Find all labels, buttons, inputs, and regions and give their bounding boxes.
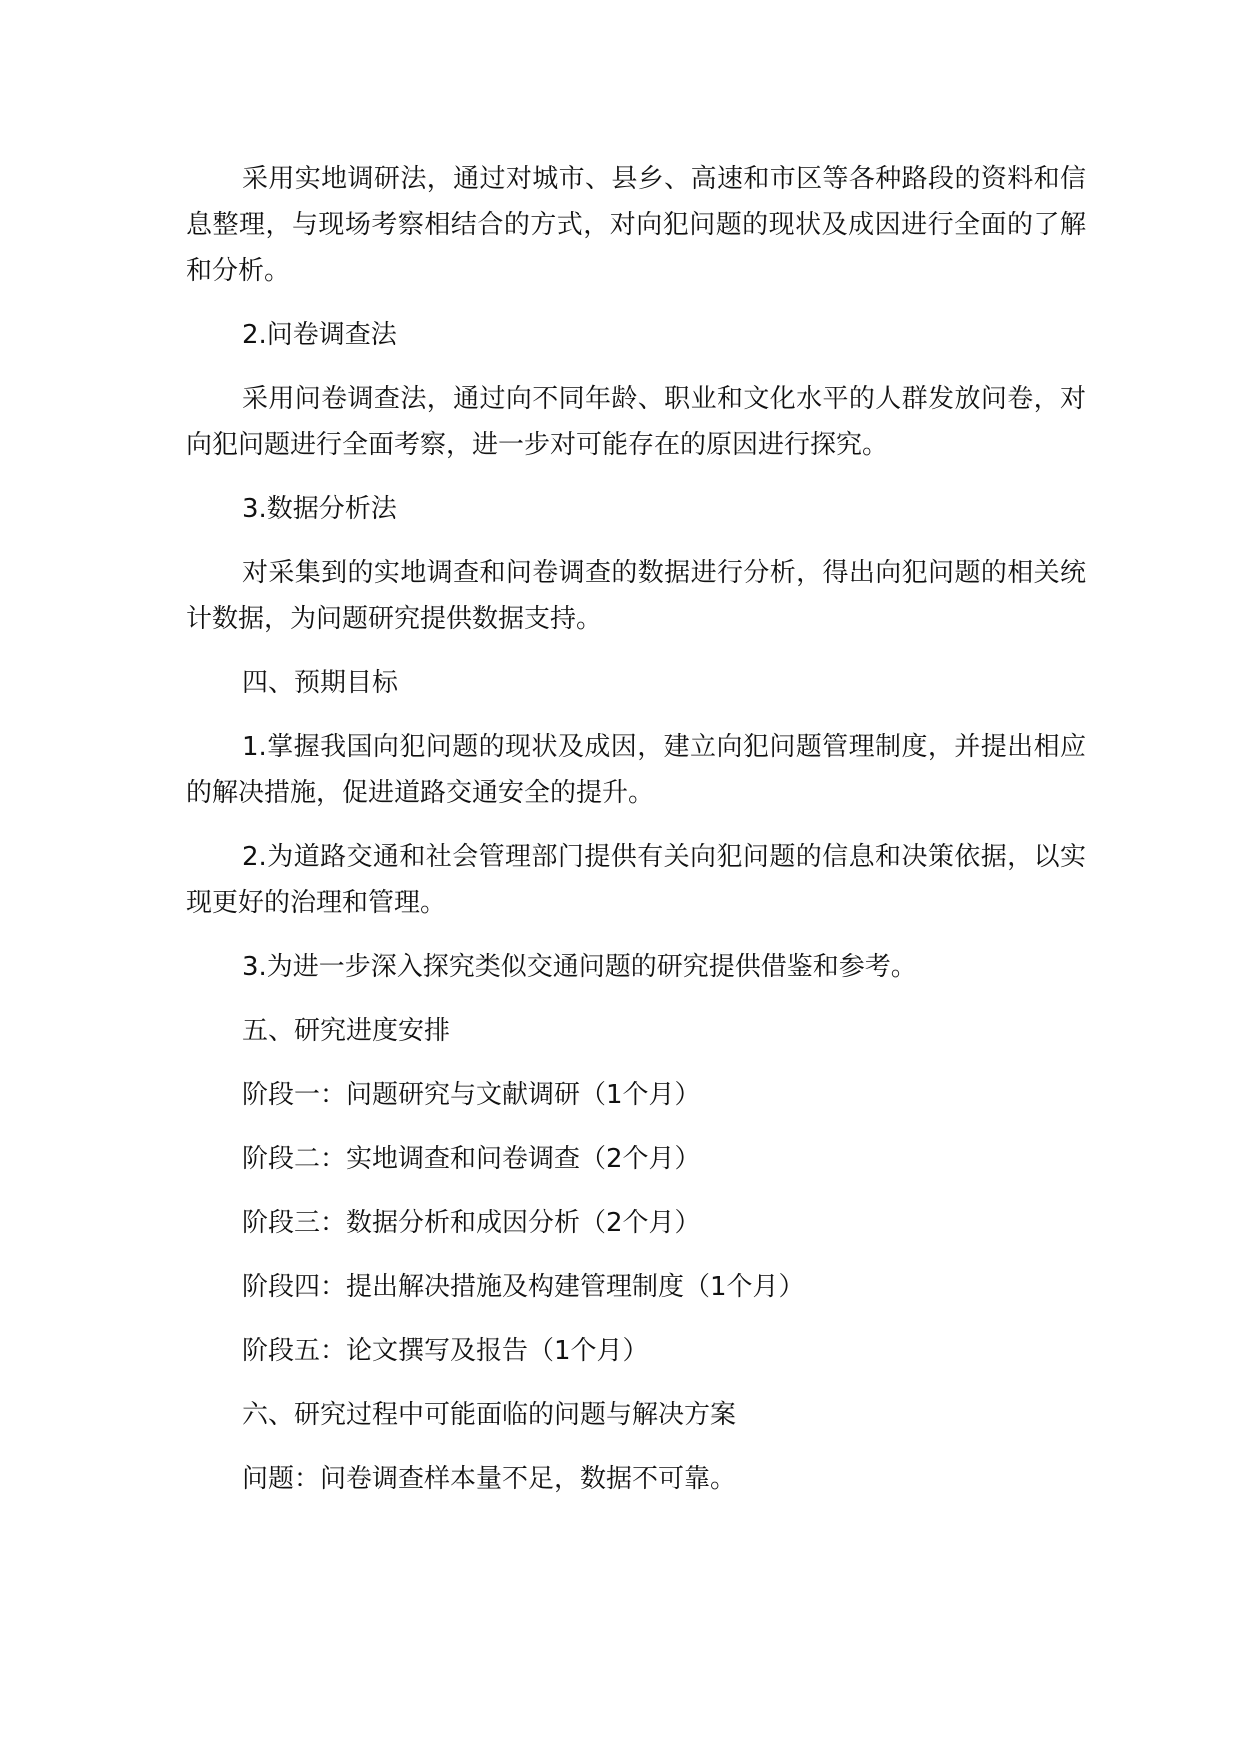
schedule-stage-5: 阶段五：论文撰写及报告（1个月） — [242, 1336, 649, 1366]
problem-item-1: 问题：问卷调查样本量不足，数据不可靠。 — [242, 1464, 737, 1494]
heading-research-schedule: 五、研究进度安排 — [242, 1016, 451, 1046]
goal-item-2: 2.为道路交通和社会管理部门提供有关向犯问题的信息和决策依据，以实现更好的治理和管理。 — [186, 842, 1086, 918]
paragraph-field-research-method: 采用实地调研法，通过对城市、县乡、高速和市区等各种路段的资料和信息整理，与现场考察相结合的方式，对向犯问题的现状及成因进行全面的了解和分析。 — [186, 164, 1086, 286]
goal-item-1: 1.掌握我国向犯问题的现状及成因，建立向犯问题管理制度，并提出相应的解决措施，促进道路交通安全的提升。 — [186, 732, 1086, 808]
paragraph-data-analysis-method: 对采集到的实地调查和问卷调查的数据进行分析，得出向犯问题的相关统计数据，为问题研究提供数据支持。 — [186, 558, 1086, 634]
heading-questionnaire-method: 2.问卷调查法 — [242, 320, 397, 350]
heading-expected-goals: 四、预期目标 — [242, 668, 399, 698]
paragraph-questionnaire-method: 采用问卷调查法，通过向不同年龄、职业和文化水平的人群发放问卷，对向犯问题进行全面考察，进一步对可能存在的原因进行探究。 — [186, 384, 1086, 460]
goal-item-3: 3.为进一步深入探究类似交通问题的研究提供借鉴和参考。 — [242, 952, 917, 982]
schedule-stage-3: 阶段三：数据分析和成因分析（2个月） — [242, 1208, 701, 1238]
heading-problems-solutions: 六、研究过程中可能面临的问题与解决方案 — [242, 1400, 737, 1430]
document-body — [186, 156, 1086, 1520]
schedule-stage-4: 阶段四：提出解决措施及构建管理制度（1个月） — [242, 1272, 805, 1302]
schedule-stage-2: 阶段二：实地调查和问卷调查（2个月） — [242, 1144, 701, 1174]
heading-data-analysis-method: 3.数据分析法 — [242, 494, 397, 524]
schedule-stage-1: 阶段一：问题研究与文献调研（1个月） — [242, 1080, 701, 1110]
